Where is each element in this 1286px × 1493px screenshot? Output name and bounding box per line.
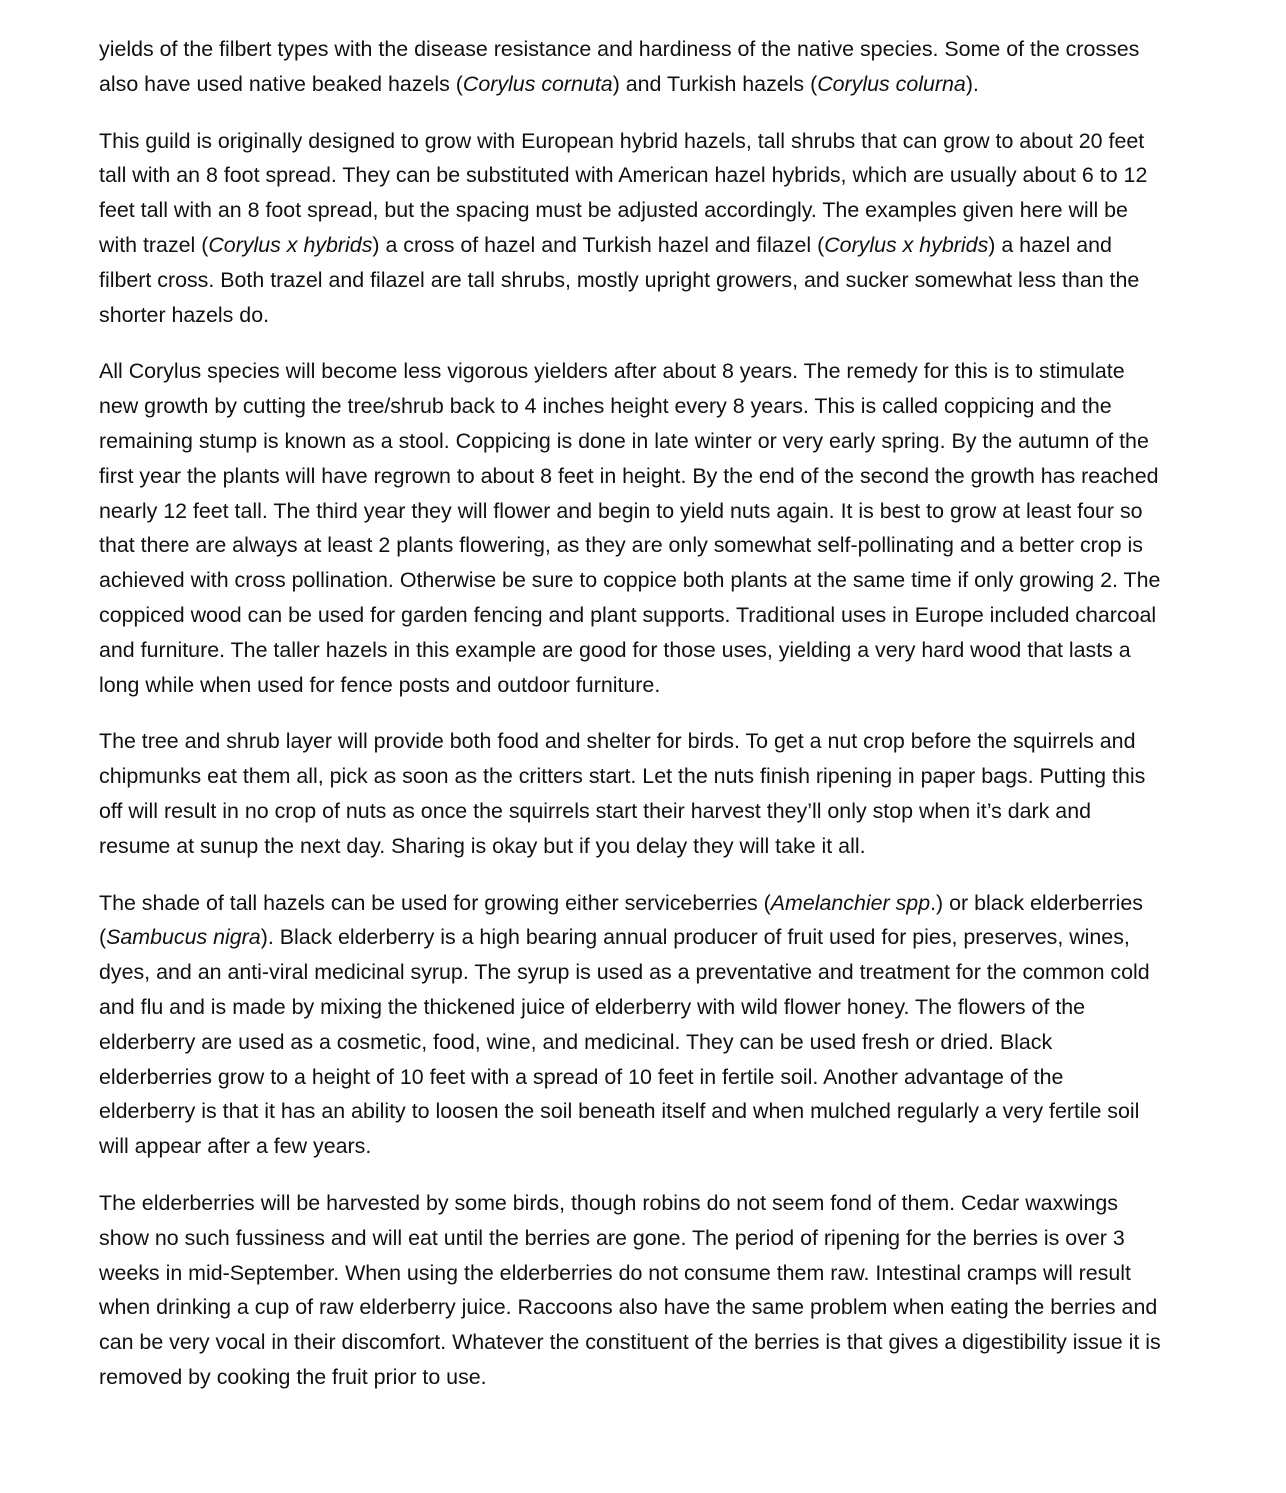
text-run: yields of the filbert types with the disease resistance and hardiness of the native species. Some of the crosses also have used native beaked hazels ( <box>99 37 1140 96</box>
text-run: The tree and shrub layer will provide both food and shelter for birds. To get a nut crop before the squirrels and chipmunks eat them all, pick as soon as the critters start. Let the nuts finish ripening in paper bags. Putting this off will result in no crop of nuts as once the squirrels start their harvest they’ll only stop when it’s dark and resume at sunup the next day. Sharing is okay but if you delay they will take it all. <box>99 729 1146 858</box>
paragraph-guild-design <box>99 124 1161 333</box>
text-run: .) or black elderberries ( <box>99 890 1143 950</box>
species-name-italic: Corylus x hybrids <box>208 232 373 257</box>
text-run: ) a hazel and filbert cross. Both trazel and filazel are tall shrubs, mostly upright growers, and sucker somewhat less than the shorter hazels do. <box>99 232 1140 327</box>
text-run: This guild is originally designed to grow with European hybrid hazels, tall shrubs that can grow to about 20 feet tall with an 8 foot spread. They can be substituted with American hazel hybrids, which are usually about 6 to 12 feet tall with an 8 foot spread, but the spacing must be adjusted accordingly. The examples given here will be with trazel ( <box>99 128 1148 257</box>
paragraph-birds-and-nuts <box>99 724 1161 863</box>
species-name-italic: Corylus x hybrids <box>824 232 989 257</box>
text-run: The elderberries will be harvested by some birds, though robins do not seem fond of them. Cedar waxwings show no such fussiness and will eat until the berries are gone. The period of ripening for the berries is over 3 weeks in mid-September. When using the elderberries do not consume them raw. Intestinal cramps will result when drinking a cup of raw elderberry juice. Raccoons also have the same problem when eating the berries and can be very vocal in their discomfort. Whatever the constituent of the berries is that gives a digestibility issue it is removed by cooking the fruit prior to use. <box>99 1190 1161 1389</box>
species-name-italic: Corylus colurna <box>817 71 966 96</box>
text-run: ) a cross of hazel and Turkish hazel and filazel ( <box>372 232 825 257</box>
species-name-italic: Sambucus nigra <box>106 925 261 950</box>
paragraph-elderberries <box>99 886 1161 1164</box>
paragraph-elderberry-harvest <box>99 1186 1161 1395</box>
paragraph-coppicing <box>99 354 1161 702</box>
document-page <box>99 32 1161 1417</box>
text-run: All Corylus species will become less vigorous yielders after about 8 years. The remedy for this is to stimulate new growth by cutting the tree/shrub back to 4 inches height every 8 years. This is called coppicing and the remaining stump is known as a stool. Coppicing is done in late winter or very early spring. By the autumn of the first year the plants will have regrown to about 8 feet in height. By the end of the second the growth has reached nearly 12 feet tall. The third year they will flower and begin to yield nuts again. It is best to grow at least four so that there are always at least 2 plants flowering, as they are only somewhat self-pollinating and a better crop is achieved with cross pollination. Otherwise be sure to coppice both plants at the same time if only growing 2. The coppiced wood can be used for garden fencing and plant supports. Traditional uses in Europe included charcoal and furniture. The taller hazels in this example are good for those uses, yielding a very hard wood that lasts a long while when used for fence posts and outdoor furniture. <box>99 359 1161 697</box>
text-run: ). <box>965 71 979 96</box>
text-run: The shade of tall hazels can be used for growing either serviceberries ( <box>99 890 771 915</box>
paragraph-filbert-crosses <box>99 32 1161 102</box>
species-name-italic: Amelanchier spp <box>770 890 931 915</box>
text-run: ). Black elderberry is a high bearing annual producer of fruit used for pies, preserves, wines, dyes, and an anti-viral medicinal syrup. The syrup is used as a preventative and treatment for the common cold and flu and is made by mixing the thickened juice of elderberry with wild flower honey. The flowers of the elderberry are used as a cosmetic, food, wine, and medicinal. They can be used fresh or dried. Black elderberries grow to a height of 10 feet with a spread of 10 feet in fertile soil. Another advantage of the elderberry is that it has an ability to loosen the soil beneath itself and when mulched regularly a very fertile soil will appear after a few years. <box>99 925 1150 1159</box>
species-name-italic: Corylus cornuta <box>462 71 613 96</box>
text-run: ) and Turkish hazels ( <box>612 71 818 96</box>
